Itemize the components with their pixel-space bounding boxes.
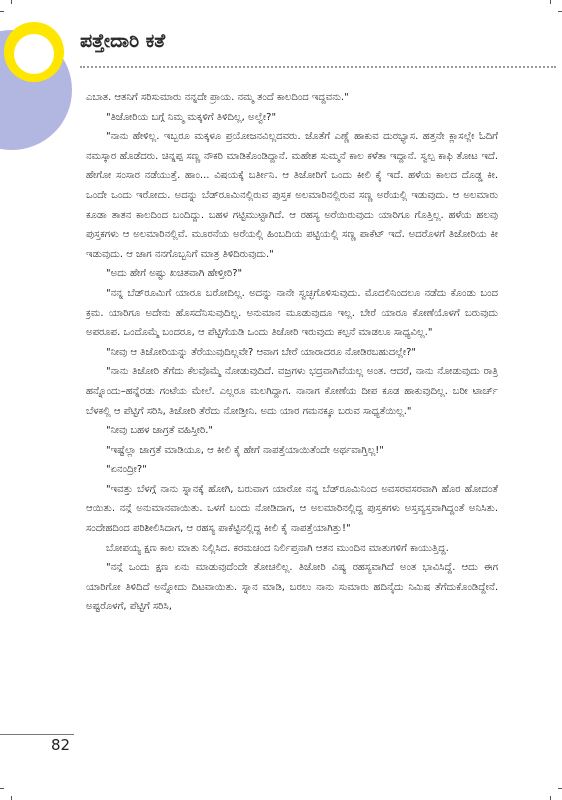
crop-mark xyxy=(558,11,562,12)
paragraph: "ನನ್ಗೆ ಒಂದು ಕ್ಷಣ ಏನು ಮಾಡುವುದೆಂದೇ ತೋಚಲಿಲ್ಲ. ತಿಜೋರಿ ವಿಷ್ಯ ರಹಸ್ಯವಾಗಿದೆ ಅಂತ ಭಾವಿಸಿದ್ದೆ. ಆದು ಈಗ ಯಾರಿಗೋ ತಿಳಿದಿದೆ ಅನ್ನೋದು ದಿಟವಾಯಿತು. ಸ್ನಾನ ಮಾಡಿ, ಬರಲು ನಾನು ಸುಮಾರು ಹದಿನೈದು ನಿಮಿಷ ತೆಗೆದುಕೊಂಡಿದ್ದೇನೆ. ಅಷ್ಟರೊಳಗೆ, ಪೆಟ್ಟಿಗೆ ಸರಿಸಿ, xyxy=(86,562,498,613)
header-decoration-white-circle xyxy=(14,34,54,74)
paragraph: "ನಾನು ಹೇಳಿಲ್ಲ. ಇಬ್ಬರೂ ಮಕ್ಕಳೂ ಪ್ರಯೋಜನವಿಲ್ಲದವರು. ಜೊತೆಗೆ ಎಣ್ಣೆ ಹಾಕುವ ದುರಭ್ಯಾಸ. ಹತ್ತನೇ ಕ್ಲಾಸಲ್ಲೇ ಓದಿಗೆ ನಮಸ್ಕಾರ ಹೊಡೆದರು. ಚಿನ್ನಪ್ಪ ಸಣ್ಣ ನೌಕರಿ ಮಾಡಿಕೊಂಡಿದ್ದಾನೆ. ಮಹೇಶ ಸುಮ್ಮನೆ ಕಾಲ ಕಳೆತಾ ಇದ್ದಾನೆ. ಸ್ವಲ್ಪ ಕಾಫಿ ತೋಟ ಇದೆ. ಹೇಗೋ ಸಂಸಾರ ನಡೆಯುತ್ತೆ. ಹಾಂ... ವಿಷಯಕ್ಕೆ ಬರ್ತೀನಿ. ಆ ತಿಜೋರಿಗೆ ಒಂದು ಕೀಲಿ ಕೈ ಇದೆ. ಹಳೆಯ ಕಾಲದ ದೊಡ್ಡ ಕೀ. ಒಂದೇ ಒಂದು ಇರೋದು. ಅದನ್ನು ಬೆಡ್‌ರೂಮಿನಲ್ಲಿರುವ ಪುಸ್ತಕ ಅಲಮಾರಿನಲ್ಲಿರುವ ಸಣ್ಣ ಅರೆಯಲ್ಲಿ ಇಡುವುದು. ಆ ಅಲಮಾರು ಕೂಡಾ ತಾತನ ಕಾಲದಿಂದ ಬಂದಿದ್ದು. ಬಹಳ ಗಟ್ಟಿಮುಟ್ಟಾಗಿದೆ. ಆ ರಹಸ್ಯ ಅರೆಯಿರುವುದು ಯಾರಿಗೂ ಗೊತ್ತಿಲ್ಲ. ಹಳೆಯ ಹಲವು ಪುಸ್ತಕಗಳು ಆ ಅಲಮಾರಿನಲ್ಲಿವೆ. ಮೂರನೆಯ ಅರೆಯಲ್ಲಿ ಹಿಂಬದಿಯ ಪಟ್ಟಿಯಲ್ಲಿ ಸಣ್ಣ ಪಾಕೆಟ್ ಇದೆ. ಅದರೊಳಗೆ ತಿಜೋರಿಯ ಕೀ ಇಡುವುದು. ಆ ಜಾಗ ನನಗೊಬ್ಬನಿಗೆ ಮಾತ್ರ ತಿಳಿದಿರುವುದು." xyxy=(86,131,498,260)
paragraph: "ನೀವು ಆ ತಿಜೋರಿಯನ್ನು ತೆರೆಯುವುದಿಲ್ಲವೇ? ಆವಾಗ ಬೇರೆ ಯಾರಾದರೂ ನೋಡಿರಬಹುದಲ್ಲೇ?" xyxy=(106,346,417,358)
crop-mark xyxy=(0,788,4,789)
paragraph: "ನೀವು ಬಹಳ ಜಾಗ್ರತೆ ವಹಿಸ್ತೀರಿ." xyxy=(106,425,214,437)
paragraph: "ನಾನು ತಿಜೋರಿ ತೆಗೆದು ಕೆಲವೊಮ್ಮೆ ನೋಡುವುದಿದೆ. ವಜ್ರಗಳು ಭದ್ರವಾಗಿವೆಯಲ್ಲ ಅಂತ. ಆದರೆ, ನಾನು ನೋಡುವುದು ರಾತ್ರಿ ಹನ್ನೊಂದು–ಹನ್ನೆರಡು ಗಂಟೆಯ ಮೇಲೆ. ಎಲ್ಲರೂ ಮಲಗಿದ್ದಾಗ. ನಾನಾಗ ಕೋಣೆಯ ದೀಪ ಕೂಡ ಹಾಕುವುದಿಲ್ಲ. ಬರೀ ಟಾರ್ಚ್ ಬೆಳಕಲ್ಲಿ ಆ ಪೆಟ್ಟಿಗೆ ಸರಿಸಿ, ತಿಜೋರಿ ತೆರೆದು ನೋಡ್ತೀನಿ. ಅದು ಯಾರ ಗಮನಕ್ಕೂ ಬರುವ ಸಾಧ್ಯತೆಯಿಲ್ಲ." xyxy=(86,366,498,417)
paragraph: "ಇಷ್ಟೆಲ್ಲಾ ಜಾಗ್ರತೆ ಮಾಡಿಯೂ, ಆ ಕೀಲಿ ಕೈ ಹೇಗೆ ನಾಪತ್ತೆಯಾಯಿತೆಂದೇ ಅರ್ಥವಾಗ್ತಿಲ್ಲ!" xyxy=(106,444,384,456)
footer-rule xyxy=(0,734,74,735)
crop-mark xyxy=(11,0,12,4)
paragraph: "ಅದು ಹೇಗೆ ಅಷ್ಟು ಖಚಿತವಾಗಿ ಹೇಳ್ತೀರಿ?" xyxy=(106,268,243,280)
story-text xyxy=(86,88,498,746)
crop-mark xyxy=(558,788,562,789)
crop-mark xyxy=(550,796,551,800)
paragraph: "ಇವತ್ತು ಬೆಳಗ್ಗೆ ನಾನು ಸ್ನಾನಕ್ಕೆ ಹೋಗಿ, ಬರುವಾಗ ಯಾರೋ ನನ್ನ ಬೆಡ್‌ರೂಮಿನಿಂದ ಅವಸರವಸರವಾಗಿ ಹೊರ ಹೋದಂತೆ ಆಯಿತು. ನನ್ಗೆ ಅನುಮಾನವಾಯಿತು. ಒಳಗೆ ಬಂದು ನೋಡಿದಾಗ, ಆ ಅಲಮಾರಿನಲ್ಲಿದ್ದ ಪುಸ್ತಕಗಳು ಅಸ್ತವ್ಯಸ್ತವಾಗಿದ್ದಂತೆ ಅನಿಸಿತು. ಸಂದೇಹದಿಂದ ಪರಿಶೀಲಿಸಿದಾಗ, ಆ ರಹಸ್ಯ ಪಾಕೆಟ್ಟಿನಲ್ಲಿದ್ದ ಕೀಲಿ ಕೈ ನಾಪತ್ತೆಯಾಗಿತ್ತು!" xyxy=(86,483,498,535)
crop-mark xyxy=(0,11,4,12)
running-header-title: ಪತ್ತೇದಾರಿ ಕತೆ xyxy=(80,30,166,52)
paragraph: ಬೋಪಯ್ಯ ಕ್ಷಣ ಕಾಲ ಮಾತು ನಿಲ್ಲಿಸಿದ. ಕರಮಚಂದ ನಿರ್ಲಿಪ್ತನಾಗಿ ಆತನ ಮುಂದಿನ ಮಾತುಗಳಿಗೆ ಕಾಯುತ್ತಿದ್ದ. xyxy=(106,542,449,554)
paragraph: "ತಿಜೋರಿಯ ಬಗ್ಗೆ ನಿಮ್ಮ ಮಕ್ಕಳಿಗೆ ತಿಳಿದಿಲ್ಲ, ಅಲ್ವೇ?" xyxy=(106,111,277,123)
paragraph: "ಏನಂದ್ರೀ?" xyxy=(106,464,147,476)
crop-mark xyxy=(550,0,551,4)
header-dotted-rule xyxy=(80,66,556,68)
crop-mark xyxy=(11,796,12,800)
page-number: 82 xyxy=(51,736,71,754)
paragraph: "ನನ್ನ ಬೆಡ್‌ರೂಮಿಗೆ ಯಾರೂ ಬರೋದಿಲ್ಲ. ಅದನ್ನು ನಾನೇ ಸ್ವಚ್ಛಗೊಳಿಸುವುದು. ಮೊದಲಿನಿಂದಲೂ ನಡೆದು ಕೊಂಡು ಬಂದ ಕ್ರಮ. ಯಾರಿಗೂ ಅದೇನು ಹೊಸದೆನಿಸುವುದಿಲ್ಲ. ಅನುಮಾನ ಮೂಡುವುದೂ ಇಲ್ಲ. ಬೇರೆ ಯಾರೂ ಕೋಣೆಯೊಳಗೆ ಬರುವುದು ಅಪರೂಪ. ಒಂದೊಮ್ಮೆ ಬಂದರೂ, ಆ ಪೆಟ್ಟಿಗೆಯಡಿ ಒಂದು ತಿಜೋರಿ ಇರುವುದು ಕಲ್ಪನೆ ಮಾಡಲೂ ಸಾಧ್ಯವಿಲ್ಲ." xyxy=(86,287,498,339)
paragraph: ಎಬಾತ. ಆತನಿಗೆ ಸರಿಸುಮಾರು ನನ್ನದೇ ಪ್ರಾಯ. ನಮ್ಮ ತಂದೆ ಕಾಲದಿಂದ ಇದ್ದವನು." xyxy=(86,92,349,103)
